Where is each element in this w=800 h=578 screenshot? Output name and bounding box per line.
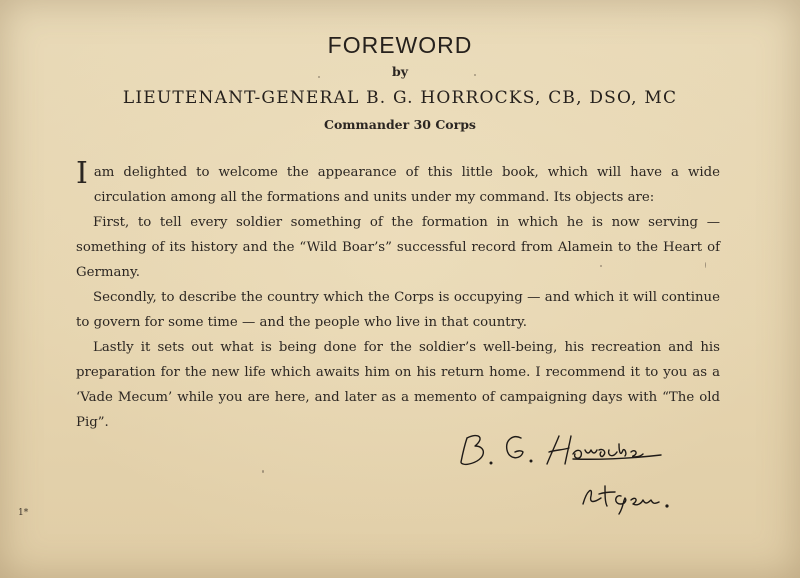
drop-cap: I — [76, 156, 88, 191]
paragraph-intro — [76, 156, 720, 210]
author-name: LIEUTENANT-GENERAL B. G. HORROCKS, CB, DSO, MC — [122, 88, 678, 108]
paper-speck — [262, 470, 264, 473]
foreword-body — [76, 156, 720, 435]
author-role: Commander 30 Corps — [324, 117, 476, 132]
paragraph-intro-text: am delighted to welcome the appearance of this little book, which will have a wide circulation among all the formations and units under my command. Its objects are: — [93, 165, 720, 205]
paragraph-lastly: Lastly it sets out what is being done for the soldier’s well-being, his recreation and his preparation for the new life which awaits him on his return home. I recommend it to you as a ‘Vade Mecum’ while you are here, and later as a memento of campaigning days with “The old Pig”. — [76, 340, 720, 430]
paper-speck — [705, 262, 706, 268]
foreword-title: FOREWORD — [327, 32, 473, 58]
paragraph-secondly: Secondly, to describe the country which the Corps is occupying — and which it will continue to govern for some time — and the people who live in that country. — [76, 290, 720, 330]
page-number: 1* — [18, 508, 29, 518]
paper-speck — [600, 265, 602, 267]
paragraph-first: First, to tell every soldier something of the formation in which he is now serving — something of its history and the “Wild Boar’s” successful record from Alamein to the Heart of Germany. — [76, 215, 720, 280]
by-line: by — [391, 64, 408, 79]
paper-speck — [474, 74, 476, 76]
paper-speck — [318, 76, 320, 78]
handwritten-signature — [455, 424, 695, 524]
